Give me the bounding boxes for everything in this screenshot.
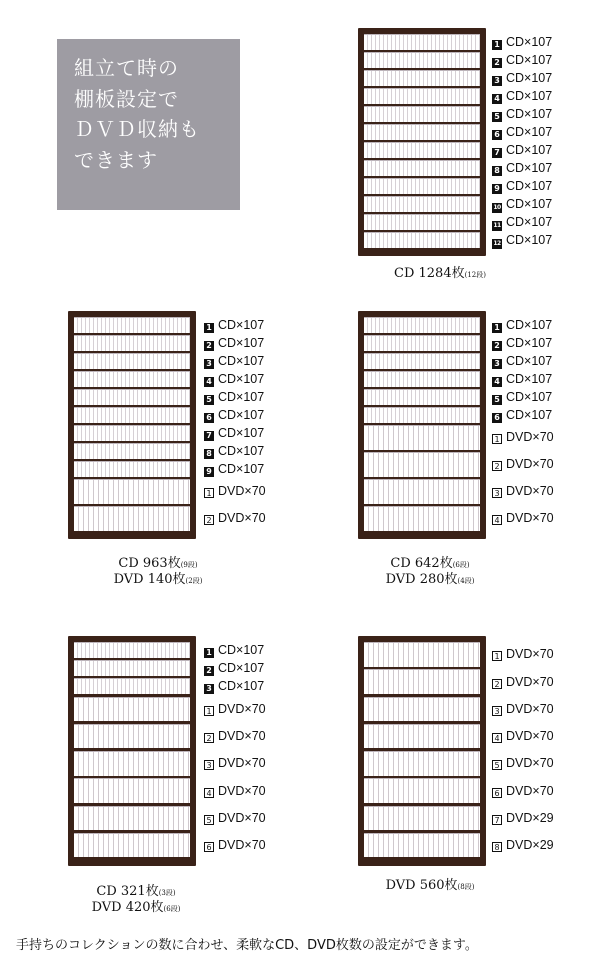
capacity-caption	[78, 556, 238, 573]
capacity-caption	[350, 878, 510, 895]
capacity-caption	[350, 572, 510, 589]
shelf-number-badge: 6	[492, 413, 502, 423]
capacity-caption	[350, 556, 510, 573]
shelf-capacity-text: CD×107	[506, 389, 553, 404]
shelf-label	[492, 89, 552, 103]
shelf-label	[204, 462, 264, 476]
cd-shelf	[364, 142, 480, 158]
shelf-label	[492, 143, 552, 157]
shelf-unit	[358, 28, 486, 256]
footer-note: 手持ちのコレクションの数に合わせ、柔軟なCD、DVD枚数の設定ができます。	[16, 938, 478, 953]
tier-count: (6段)	[163, 905, 181, 913]
cd-shelf	[364, 232, 480, 248]
tier-count: (9段)	[180, 561, 198, 569]
shelf-capacity-text: CD×107	[218, 461, 265, 476]
shelf-label	[492, 756, 554, 770]
capacity-caption	[56, 884, 216, 901]
dvd-shelf	[364, 751, 480, 776]
shelf-capacity-text: CD×107	[218, 389, 265, 404]
cd-shelf	[74, 425, 190, 441]
tier-count: (2段)	[185, 577, 203, 585]
dvd-shelf	[74, 724, 190, 749]
shelf-number-badge: 2	[492, 461, 502, 471]
cd-shelf	[364, 178, 480, 194]
dvd-shelf	[74, 806, 190, 831]
dvd-shelf	[364, 806, 480, 831]
capacity-total: DVD 140枚	[113, 572, 186, 587]
promo-line: 棚板設定で	[74, 86, 179, 111]
cd-shelf	[364, 88, 480, 104]
capacity-caption	[360, 266, 520, 283]
shelf-capacity-text: CD×107	[218, 443, 265, 458]
shelf-label	[204, 643, 264, 657]
dvd-shelf	[364, 778, 480, 803]
shelf-capacity-text: DVD×70	[506, 783, 554, 798]
shelf-number-badge: 8	[492, 166, 502, 176]
shelf-capacity-text: DVD×70	[506, 511, 554, 526]
shelf-capacity-text: CD×107	[218, 425, 265, 440]
promo-line: ＤＶＤ収納も	[74, 117, 200, 141]
shelf-number-badge: 2	[492, 679, 502, 689]
promo-line: 組立て時の	[74, 56, 179, 80]
shelf-capacity-text: CD×107	[506, 317, 553, 332]
shelf-number-badge: 1	[492, 40, 502, 50]
shelf-number-badge: 5	[204, 815, 214, 825]
shelf-capacity-text: CD×107	[506, 34, 553, 49]
cd-shelf	[364, 317, 480, 333]
shelf-unit	[358, 311, 486, 539]
shelf-label	[492, 107, 552, 121]
cd-shelf	[74, 660, 190, 676]
shelf-label	[204, 444, 264, 458]
shelf-label	[204, 679, 264, 693]
shelf-label	[492, 372, 552, 386]
shelf-capacity-text: CD×107	[506, 106, 553, 121]
capacity-total: CD 642枚	[390, 556, 453, 571]
shelf-label	[204, 426, 264, 440]
shelf-label	[204, 661, 264, 675]
dvd-shelf	[364, 506, 480, 531]
shelf-capacity-text: DVD×29	[506, 810, 554, 825]
shelf-number-badge: 8	[492, 842, 502, 852]
capacity-total: DVD 420枚	[91, 900, 164, 915]
cd-shelf	[364, 214, 480, 230]
shelf-label	[204, 511, 266, 525]
shelf-capacity-text: DVD×70	[218, 701, 266, 716]
dvd-shelf	[364, 642, 480, 667]
shelf-unit	[68, 636, 196, 866]
cd-shelf	[364, 196, 480, 212]
dvd-shelf	[364, 452, 480, 477]
dvd-shelf	[364, 425, 480, 450]
shelf-label	[492, 233, 552, 247]
shelf-label	[492, 71, 552, 85]
tier-count: (4段)	[457, 577, 475, 585]
cd-shelf	[74, 353, 190, 369]
shelf-capacity-text: DVD×70	[218, 511, 266, 526]
shelf-capacity-text: DVD×70	[506, 701, 554, 716]
dvd-shelf	[364, 669, 480, 694]
shelf-capacity-text: DVD×70	[506, 484, 554, 499]
shelf-label	[204, 390, 264, 404]
shelf-number-badge: 5	[492, 395, 502, 405]
shelf-capacity-text: DVD×70	[218, 729, 266, 744]
shelf-number-badge: 12	[493, 239, 501, 247]
shelf-number-badge: 1	[204, 648, 214, 658]
shelf-capacity-text: CD×107	[506, 196, 553, 211]
cd-shelf	[364, 70, 480, 86]
capacity-total: CD 963枚	[118, 556, 181, 571]
shelf-capacity-text: DVD×70	[218, 810, 266, 825]
shelf-number-badge: 6	[204, 413, 214, 423]
dvd-shelf	[364, 697, 480, 722]
shelf-label	[492, 675, 554, 689]
shelf-number-badge: 4	[204, 788, 214, 798]
cd-shelf	[364, 124, 480, 140]
tier-count: (8段)	[457, 883, 475, 891]
cd-shelf	[364, 160, 480, 176]
shelf-label	[492, 318, 552, 332]
shelf-label	[492, 484, 554, 498]
cd-shelf	[74, 371, 190, 387]
dvd-shelf	[74, 479, 190, 504]
shelf-number-badge: 1	[204, 488, 214, 498]
shelf-number-badge: 9	[492, 184, 502, 194]
shelf-number-badge: 6	[204, 842, 214, 852]
shelf-number-badge: 7	[492, 815, 502, 825]
cd-shelf	[74, 461, 190, 477]
shelf-capacity-text: DVD×70	[506, 457, 554, 472]
cd-shelf	[74, 443, 190, 459]
shelf-label	[204, 336, 264, 350]
shelf-label	[204, 729, 266, 743]
shelf-label	[492, 125, 552, 139]
shelf-capacity-text: CD×107	[506, 142, 553, 157]
shelf-capacity-text: DVD×70	[218, 838, 266, 853]
shelf-capacity-text: DVD×29	[506, 838, 554, 852]
shelf-label	[492, 729, 554, 743]
shelf-number-badge: 3	[492, 76, 502, 86]
cd-shelf	[364, 52, 480, 68]
shelf-label	[492, 215, 552, 229]
cd-shelf	[364, 34, 480, 50]
shelf-number-badge: 7	[204, 431, 214, 441]
shelf-label	[204, 484, 266, 498]
shelf-label	[492, 702, 554, 716]
dvd-shelf	[74, 697, 190, 722]
shelf-capacity-text: CD×107	[506, 124, 553, 139]
capacity-total: CD 321枚	[96, 884, 159, 899]
shelf-capacity-text: CD×107	[218, 679, 265, 694]
shelf-capacity-text: CD×107	[506, 52, 553, 67]
shelf-label	[492, 430, 554, 444]
shelf-capacity-text: DVD×70	[218, 756, 266, 771]
shelf-number-badge: 7	[492, 148, 502, 158]
dvd-shelf	[74, 751, 190, 776]
shelf-number-badge: 8	[204, 449, 214, 459]
shelf-number-badge: 4	[492, 94, 502, 104]
cd-shelf	[364, 335, 480, 351]
shelf-number-badge: 11	[493, 221, 501, 229]
shelf-label	[204, 838, 266, 852]
shelf-capacity-text: CD×107	[218, 660, 265, 675]
shelf-number-badge: 3	[492, 488, 502, 498]
shelf-label	[492, 354, 552, 368]
shelf-number-badge: 4	[492, 733, 502, 743]
capacity-total: CD 1284枚	[394, 266, 465, 281]
dvd-shelf	[74, 506, 190, 531]
shelf-label	[492, 784, 554, 798]
shelf-number-badge: 1	[204, 323, 214, 333]
shelf-number-badge: 3	[492, 706, 502, 716]
shelf-number-badge: 2	[492, 58, 502, 68]
cd-shelf	[74, 389, 190, 405]
shelf-number-badge: 4	[492, 515, 502, 525]
dvd-shelf	[74, 833, 190, 858]
shelf-label	[204, 354, 264, 368]
tier-count: (6段)	[452, 561, 470, 569]
shelf-label	[492, 161, 552, 175]
cd-shelf	[74, 642, 190, 658]
cd-shelf	[74, 407, 190, 423]
shelf-label	[492, 35, 552, 49]
shelf-capacity-text: CD×107	[506, 232, 553, 247]
shelf-capacity-text: CD×107	[218, 353, 265, 368]
shelf-label	[492, 179, 552, 193]
dvd-shelf	[364, 479, 480, 504]
cd-shelf	[74, 317, 190, 333]
shelf-capacity-text: CD×107	[218, 371, 265, 386]
shelf-capacity-text: CD×107	[506, 178, 553, 193]
shelf-number-badge: 3	[204, 760, 214, 770]
shelf-capacity-text: CD×107	[506, 160, 553, 175]
shelf-number-badge: 3	[492, 359, 502, 369]
shelf-number-badge: 2	[204, 341, 214, 351]
shelf-capacity-text: CD×107	[506, 371, 553, 386]
shelf-label	[204, 811, 266, 825]
shelf-number-badge: 1	[492, 434, 502, 444]
shelf-number-badge: 5	[492, 112, 502, 122]
shelf-label	[204, 756, 266, 770]
shelf-capacity-text: CD×107	[506, 353, 553, 368]
shelf-label	[492, 53, 552, 67]
tier-count: (3段)	[158, 889, 176, 897]
shelf-label	[492, 647, 554, 661]
shelf-number-badge: 10	[493, 203, 501, 211]
dvd-shelf	[364, 833, 480, 858]
shelf-number-badge: 5	[204, 395, 214, 405]
cd-shelf	[364, 407, 480, 423]
shelf-capacity-text: CD×107	[506, 335, 553, 350]
shelf-label	[204, 784, 266, 798]
shelf-capacity-text: CD×107	[218, 317, 265, 332]
shelf-capacity-text: CD×107	[506, 214, 553, 229]
shelf-capacity-text: DVD×70	[506, 674, 554, 689]
shelf-number-badge: 4	[492, 377, 502, 387]
shelf-label	[204, 318, 264, 332]
promo-line: できます	[74, 147, 158, 172]
shelf-number-badge: 1	[492, 323, 502, 333]
shelf-capacity-text: DVD×70	[506, 647, 554, 662]
shelf-capacity-text: DVD×70	[506, 756, 554, 771]
cd-shelf	[364, 106, 480, 122]
shelf-capacity-text: DVD×70	[218, 484, 266, 499]
shelf-capacity-text: DVD×70	[506, 430, 554, 445]
shelf-number-badge: 1	[204, 706, 214, 716]
shelf-number-badge: 3	[204, 684, 214, 694]
capacity-total: DVD 560枚	[385, 878, 458, 893]
shelf-label	[492, 457, 554, 471]
shelf-capacity-text: CD×107	[218, 642, 265, 657]
shelf-number-badge: 6	[492, 788, 502, 798]
cd-shelf	[364, 353, 480, 369]
dvd-shelf	[364, 724, 480, 749]
shelf-number-badge: 4	[204, 377, 214, 387]
shelf-number-badge: 1	[492, 651, 502, 661]
cd-shelf	[74, 335, 190, 351]
shelf-capacity-text: CD×107	[506, 70, 553, 85]
shelf-number-badge: 6	[492, 130, 502, 140]
shelf-unit	[68, 311, 196, 539]
shelf-number-badge: 3	[204, 359, 214, 369]
shelf-label	[492, 511, 554, 525]
shelf-number-badge: 5	[492, 760, 502, 770]
shelf-capacity-text: CD×107	[506, 407, 553, 422]
shelf-capacity-text: CD×107	[506, 88, 553, 103]
capacity-caption	[56, 900, 216, 917]
shelf-label	[492, 838, 554, 852]
cd-shelf	[74, 678, 190, 694]
shelf-number-badge: 2	[204, 666, 214, 676]
shelf-capacity-text: DVD×70	[506, 729, 554, 743]
shelf-capacity-text: DVD×70	[218, 783, 266, 798]
shelf-number-badge: 2	[204, 733, 214, 743]
shelf-label	[204, 408, 264, 422]
shelf-unit	[358, 636, 486, 866]
cd-shelf	[364, 389, 480, 405]
shelf-label	[492, 390, 552, 404]
shelf-number-badge: 9	[204, 467, 214, 477]
capacity-total: DVD 280枚	[385, 572, 458, 587]
shelf-capacity-text: CD×107	[218, 335, 265, 350]
shelf-label	[492, 197, 552, 211]
promo-box	[57, 39, 240, 210]
capacity-caption	[78, 572, 238, 589]
tier-count: (12段)	[464, 271, 486, 279]
dvd-shelf	[74, 778, 190, 803]
shelf-number-badge: 2	[492, 341, 502, 351]
shelf-label	[492, 336, 552, 350]
shelf-label	[492, 811, 554, 825]
shelf-label	[492, 408, 552, 422]
shelf-capacity-text: CD×107	[218, 407, 265, 422]
shelf-number-badge: 2	[204, 515, 214, 525]
shelf-label	[204, 372, 264, 386]
shelf-label	[204, 702, 266, 716]
cd-shelf	[364, 371, 480, 387]
